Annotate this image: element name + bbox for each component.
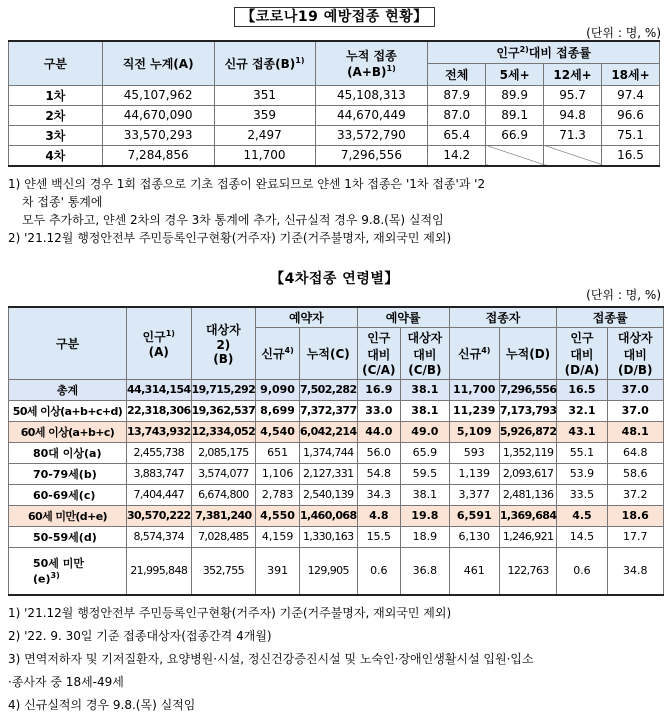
table-row: 50-59세(d) 8,574,374 7,028,485 4,159 1,330,163 15.5 18.9 6,130 1,246,921 14.5 17.7 [9,526,664,547]
header-da: 인구 대비 (D/A) [557,327,607,379]
table-row: 4차 7,284,856 11,700 7,296,556 14.2 16.5 [9,145,660,166]
header-rate-18: 18세+ [602,63,660,85]
header-reserved-new: 신규$^{4)}$ [256,327,300,379]
header-population: 인구$^{1)}$ (A) [126,307,191,379]
header-vacc-cum: 누적(D) [499,327,557,379]
table-row: 60-69세(c) 7,404,447 6,674,800 2,783 2,540,139 34.3 38.1 3,377 2,481,136 33.5 37.2 [9,484,664,505]
header-target: 대상자 2) (B) [191,307,256,379]
table-row: 80대 이상(a) 2,455,738 2,085,175 651 1,374,744 56.0 65.9 593 1,352,119 55.1 64.8 [9,442,664,463]
blank-cell [486,145,544,166]
table-row: 50세 미만 $(e)^{3)}$ 21,995,848 352,755 391 129,905 0.6 36.8 461 122,763 0.6 34.8 [9,547,664,595]
header-reserved-rate: 예약률 [357,307,449,327]
table-row: 70-79세(b) 3,883,747 3,574,077 1,106 2,127,331 54.8 59.5 1,139 2,093,617 53.9 58.6 [9,463,664,484]
table-row: 60세 미만(d+e) 30,570,222 7,381,240 4,550 1,460,068 4.8 19.8 6,591 1,369,684 4.5 18.6 [9,505,664,526]
header-rate-all: 전체 [428,63,486,85]
table-row: 3차 33,570,293 2,497 33,572,790 65.4 66.9 71.3 75.1 [9,125,660,145]
header-category: 구분 [9,307,127,379]
header-vacc-new: 신규$^{4)}$ [449,327,499,379]
table-row: 2차 44,670,090 359 44,670,449 87.0 89.1 94.8 96.6 [9,105,660,125]
table-row: 1차 45,107,962 351 45,108,313 87.9 89.9 95.7 97.4 [9,85,660,105]
header-vaccinated: 접종자 [449,307,557,327]
header-reserved-cum: 누적(C) [300,327,358,379]
section2-unit: (단위 : 명, %) [586,288,661,302]
section1-title: 【코로나19 예방접종 현황】 [0,6,669,26]
header-cumulative: 누적 접종 $(A+B)^{1)}$ [315,41,428,85]
table-row-total: 총계 44,314,154 19,715,292 9,090 7,502,282 16.9 38.1 11,700 7,296,556 16.5 37.0 [9,379,664,400]
header-rate-5: 5세+ [486,63,544,85]
header-prev-total: 직전 누계(A) [102,41,214,85]
section1-notes: 1) 얀센 백신의 경우 1회 접종으로 기초 접종이 완료되므로 얀센 1차 접종은 '1차 접종'과 '2 차 접종' 통계에 모두 추가하고, 얀센 2차의 경우 3차 통계에 추가, 신규실적 경우 9.8.(목) 실적임 2) '21.12월 행정안전부 주민등록인구현황(거주자) 기준(거주불명자, 재외국민 제외) [8,177,486,245]
section1-unit: (단위 : 명, %) [586,26,661,40]
header-new: 신규 접종$(B)^{1)}$ [214,41,315,85]
header-reserved: 예약자 [256,307,357,327]
fourth-dose-age-table [8,306,664,596]
header-vaccinated-rate: 접종률 [557,307,664,327]
header-rate-12: 12세+ [544,63,602,85]
header-ca: 인구 대비 (C/A) [357,327,401,379]
table-row: 50세 이상(a+b+c+d) 22,318,306 19,362,537 8,699 7,372,377 33.0 38.1 11,239 7,173,793 32.1 37.0 [9,400,664,421]
header-pop-rate: 인구$^{2)}$대비 접종률 [428,41,660,63]
header-category: 구분 [9,41,103,85]
header-db: 대상자 대비 (D/B) [607,327,664,379]
header-cb: 대상자 대비 (C/B) [401,327,450,379]
section2-title: 【4차접종 연령별】 [270,271,399,287]
table-row: 60세 이상(a+b+c) 13,743,932 12,334,052 4,540 6,042,214 44.0 49.0 5,109 5,926,872 43.1 48.1 [9,421,664,442]
vaccination-status-table [8,40,660,167]
section2-notes: 1) '21.12월 행정안전부 주민등록인구현황(거주자) 기준(거주불명자, 재외국민 제외) 2) '22. 9. 30일 기준 접종대상자(접종간격 4개월) 3) 면역저하자 및 기저질환자, 요양병원·시설, 정신건강증진시설 및 노숙인·장애인생활시설 입원·입소 ·종사자 중 18세-49세 4) 신규실적의 경우 9.8.(목) 실적임 [8,606,534,712]
blank-cell [544,145,602,166]
